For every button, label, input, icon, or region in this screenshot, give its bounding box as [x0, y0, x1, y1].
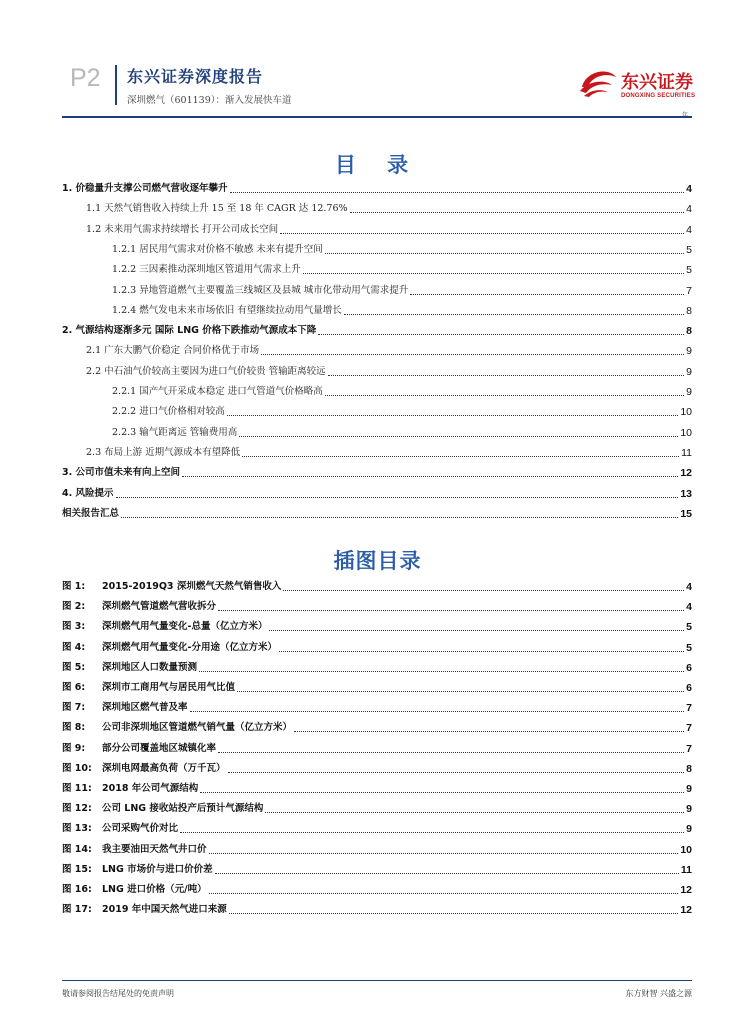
- figure-entry-page: 6: [686, 661, 692, 674]
- figure-number: 图 14:: [62, 843, 92, 855]
- toc-entry[interactable]: [62, 180, 692, 196]
- figure-title: 深圳地区燃气普及率: [102, 702, 188, 714]
- toc-entry[interactable]: [62, 200, 692, 216]
- dot-leader: [227, 415, 679, 416]
- toc-entry-page: 11: [681, 446, 692, 459]
- report-title: 东兴证券深度报告: [127, 67, 264, 86]
- toc-entry[interactable]: [62, 424, 692, 440]
- toc-entry-label: 1.2 未来用气需求持续增长 打开公司成长空间: [86, 223, 279, 235]
- toc-entry-label: 2.2.3 输气距离远 管输费用高: [112, 426, 238, 438]
- figure-entry-label: [62, 580, 281, 594]
- figure-number: 图 17:: [62, 904, 92, 916]
- figure-entry-page: 9: [686, 783, 692, 795]
- toc-entry-page: 9: [686, 345, 692, 358]
- dot-leader: [116, 497, 679, 498]
- figure-entry-label: [62, 721, 292, 735]
- dot-leader: [303, 273, 684, 274]
- dot-leader: [294, 731, 684, 732]
- dot-leader: [280, 233, 684, 234]
- dot-leader: [265, 812, 684, 813]
- toc-entry-label: 2.3 布局上游 近期气源成本有望降低: [86, 446, 241, 458]
- figure-entry-page: 9: [686, 823, 692, 836]
- figure-entry[interactable]: [62, 659, 692, 675]
- figure-entry-label: [62, 863, 213, 877]
- page-header: [0, 0, 755, 120]
- dot-leader: [218, 752, 684, 753]
- figure-entry-page: 4: [686, 601, 692, 614]
- figure-entry[interactable]: [62, 820, 692, 836]
- toc-entry[interactable]: [62, 383, 692, 399]
- dot-leader: [325, 395, 684, 396]
- figure-title: 我主要油田天然气井口价: [102, 843, 207, 855]
- figure-number: 图 4:: [62, 641, 86, 653]
- dongxing-logo-icon: [578, 63, 618, 99]
- figure-entry[interactable]: [62, 578, 692, 594]
- toc-entry[interactable]: [62, 485, 692, 501]
- figure-number: 图 7:: [62, 702, 86, 714]
- figure-entry-page: 4: [686, 581, 692, 593]
- figure-entry[interactable]: [62, 598, 692, 614]
- figure-title: LNG 进口价格（元/吨）: [102, 884, 207, 895]
- figure-entry[interactable]: [62, 679, 692, 695]
- figure-entry[interactable]: [62, 881, 692, 897]
- figure-entry-label: [62, 661, 197, 675]
- toc-entry-label: 1.2.4 燃气发电未来市场依旧 有望继续拉动用气量增长: [112, 304, 342, 316]
- figure-entry-label: [62, 802, 263, 816]
- toc-entry[interactable]: [62, 363, 692, 379]
- toc-entry[interactable]: [62, 241, 692, 257]
- toc-entry[interactable]: [62, 464, 692, 480]
- figure-entry-label: [62, 883, 207, 897]
- toc-entry-label: 相关报告汇总: [62, 507, 120, 519]
- toc-entry-page: 4: [686, 203, 692, 216]
- figure-number: 图 10:: [62, 762, 92, 774]
- toc-entry[interactable]: [62, 302, 692, 318]
- toc-entry-page: 7: [686, 284, 692, 297]
- footer-disclaimer: 敬请参阅报告结尾处的免责声明: [62, 989, 174, 998]
- figure-entry-page: 7: [686, 742, 692, 755]
- dot-leader: [180, 832, 684, 833]
- figure-entry[interactable]: [62, 760, 692, 776]
- report-subtitle: 深圳燃气（601139）：渐入发展快车道: [127, 95, 292, 106]
- dot-leader: [283, 590, 684, 591]
- figure-entry-page: 8: [686, 762, 692, 775]
- toc-entry[interactable]: [62, 505, 692, 521]
- figure-title: 深圳地区人口数量预测: [102, 661, 198, 673]
- figure-entry[interactable]: [62, 618, 692, 634]
- figure-number: 图 1:: [62, 581, 86, 592]
- figure-title: 深圳燃气用气量变化-分用途（亿立方米）: [102, 641, 277, 653]
- header-divider: [115, 65, 117, 105]
- toc-entry-page: 10: [680, 406, 692, 419]
- figure-title: 2018 年公司气源结构: [102, 783, 199, 794]
- figure-entry-page: 7: [686, 722, 692, 735]
- figure-title: 公司 LNG 接收站投产后预计气源结构: [102, 803, 264, 815]
- toc-entry[interactable]: [62, 403, 692, 419]
- toc-entry-page: 5: [686, 264, 692, 277]
- figure-title: 公司采购气价对比: [102, 823, 179, 835]
- toc-entry-page: 13: [680, 487, 692, 500]
- figure-entry-page: 6: [686, 682, 692, 694]
- toc-entry-label: 1.1 天然气销售收入持续上升 15 至 18 年 CAGR 达 12.76%: [86, 203, 348, 215]
- toc-entry-page: 10: [680, 426, 692, 439]
- figure-title: 公司非深圳地区管道燃气销气量（亿立方米）: [102, 722, 293, 734]
- dot-leader: [209, 853, 679, 854]
- figure-entry-label: [62, 681, 235, 695]
- figure-number: 图 11:: [62, 783, 92, 794]
- toc-entry-page: 15: [680, 507, 692, 520]
- toc-heading: 目 录: [334, 153, 421, 177]
- figure-title: 2019 年中国天然气进口来源: [102, 904, 227, 916]
- dot-leader: [200, 792, 684, 793]
- dot-leader: [209, 893, 679, 894]
- dot-leader: [218, 610, 684, 611]
- figure-entry-label: [62, 903, 227, 917]
- toc-entry-page: 5: [686, 243, 692, 256]
- toc-entry-page: 4: [686, 223, 692, 236]
- dot-leader: [328, 375, 685, 376]
- figure-title: 深圳燃气管道燃气营收拆分: [102, 601, 217, 613]
- toc-entry-label: 2.1 广东大鹏气价稳定 合同价格优于市场: [86, 345, 260, 357]
- toc-entry-label: 1.2.2 三因素推动深圳地区管道用气需求上升: [112, 264, 301, 276]
- toc-entry-label: 1.2.3 异地管道燃气主要覆盖三线城区及县城 城市化带动用气需求提升: [112, 284, 409, 296]
- toc-entry-label: 2.2 中石油气价较高主要因为进口气价较贵 管输距离较远: [86, 365, 326, 377]
- figure-entry-label: [62, 843, 207, 857]
- figure-title: 深圳燃气用气量变化-总量（亿立方米）: [102, 621, 268, 633]
- figure-number: 图 8:: [62, 722, 86, 734]
- figure-entry[interactable]: [62, 639, 692, 655]
- toc-entry[interactable]: [62, 322, 692, 338]
- figure-entry[interactable]: [62, 699, 692, 715]
- dot-leader: [325, 253, 684, 254]
- figure-entry-label: [62, 701, 188, 715]
- figure-number: 图 5:: [62, 661, 86, 673]
- figures-heading: 插图目录: [333, 549, 422, 573]
- figure-entry-page: 12: [680, 884, 692, 896]
- figure-number: 图 12:: [62, 803, 92, 815]
- logo-english: DONGXING SECURITIES: [621, 93, 696, 99]
- figure-entry-label: [62, 782, 198, 796]
- figure-entry-label: [62, 822, 178, 836]
- toc-entry-label: 2. 气源结构逐渐多元 国际 LNG 价格下跌推动气源成本下降: [62, 325, 317, 337]
- dot-leader: [410, 294, 684, 295]
- figure-entry[interactable]: [62, 740, 692, 756]
- footer-rule: [62, 980, 692, 981]
- dot-leader: [229, 913, 679, 914]
- dot-leader: [182, 476, 678, 477]
- figure-entry-page: 5: [686, 621, 692, 634]
- toc-entry-page: 9: [686, 386, 692, 398]
- figure-entry[interactable]: [62, 800, 692, 816]
- figure-title: 部分公司覆盖地区城镇化率: [102, 742, 217, 754]
- toc-entry-label: 1.2.1 居民用气需求对价格不敏感 未来有提升空间: [112, 243, 323, 255]
- dot-leader: [239, 436, 678, 437]
- dot-leader: [190, 711, 685, 712]
- dot-leader: [261, 354, 684, 355]
- figure-entry-label: [62, 620, 267, 634]
- figure-title: 深圳电网最高负荷（万千瓦）: [102, 762, 226, 774]
- toc-entry[interactable]: [62, 282, 692, 298]
- toc-entry-page: 8: [686, 325, 692, 338]
- figure-title: LNG 市场价与进口价价差: [102, 863, 213, 875]
- figure-number: 图 16:: [62, 884, 92, 895]
- figure-entry-page: 12: [680, 904, 692, 917]
- page-number: P2: [70, 64, 101, 92]
- figure-entry-label: [62, 600, 216, 614]
- toc-entry[interactable]: [62, 444, 692, 460]
- figure-number: 图 6:: [62, 682, 86, 693]
- figure-entry[interactable]: [62, 841, 692, 857]
- dot-leader: [230, 192, 685, 193]
- dot-leader: [350, 212, 685, 213]
- dot-leader: [199, 671, 684, 672]
- figure-entry-label: [62, 762, 226, 776]
- dot-leader: [344, 314, 684, 315]
- toc-entry-label: 4. 风险提示: [62, 487, 114, 499]
- dot-leader: [279, 651, 684, 652]
- figure-entry-page: 11: [680, 863, 692, 876]
- toc-entry-page: 12: [680, 467, 692, 480]
- figure-number: 图 3:: [62, 621, 86, 633]
- dot-leader: [242, 456, 679, 457]
- figure-entry-page: 9: [686, 803, 692, 816]
- figure-entry-label: [62, 641, 277, 655]
- dot-leader: [237, 691, 684, 692]
- figure-entry[interactable]: [62, 901, 692, 917]
- figure-number: 图 2:: [62, 601, 86, 613]
- figure-title: 深圳市工商用气与居民用气比值: [102, 682, 236, 693]
- figure-entry-label: [62, 742, 216, 756]
- figure-entry-page: 5: [686, 641, 692, 654]
- toc-entry-page: 4: [686, 183, 692, 195]
- toc-entry-label: 3. 公司市值未来有向上空间: [62, 467, 181, 479]
- toc-entry-label: 2.2.1 国产气开采成本稳定 进口气管道气价格略高: [112, 386, 323, 397]
- toc-entry[interactable]: [62, 342, 692, 358]
- toc-entry[interactable]: [62, 261, 692, 277]
- figure-entry[interactable]: [62, 719, 692, 735]
- figure-entry[interactable]: [62, 861, 692, 877]
- figure-entry-page: 7: [686, 702, 692, 715]
- figure-number: 图 13:: [62, 823, 92, 835]
- toc-entry[interactable]: [62, 221, 692, 237]
- toc-entry-label: 1. 价稳量升支撑公司燃气营收逐年攀升: [62, 183, 228, 194]
- figure-title: 2015-2019Q3 深圳燃气天然气销售收入: [102, 581, 282, 592]
- footer-slogan: 东方财智 兴盛之源: [625, 989, 692, 998]
- figure-number: 图 15:: [62, 863, 92, 875]
- dot-leader: [215, 873, 679, 874]
- toc-entry-page: 8: [686, 304, 692, 317]
- dot-leader: [121, 517, 678, 518]
- figure-entry[interactable]: [62, 780, 692, 796]
- figure-entry-page: 10: [680, 843, 692, 856]
- dot-leader: [269, 630, 684, 631]
- header-rule: [62, 116, 692, 118]
- logo-wordmark: 东兴证券: [621, 72, 693, 93]
- dot-leader: [318, 334, 684, 335]
- toc-entry-page: 9: [686, 365, 692, 378]
- toc-entry-label: 2.2.2 进口气价格相对较高: [112, 406, 225, 418]
- figure-number: 图 9:: [62, 742, 86, 754]
- dot-leader: [228, 772, 685, 773]
